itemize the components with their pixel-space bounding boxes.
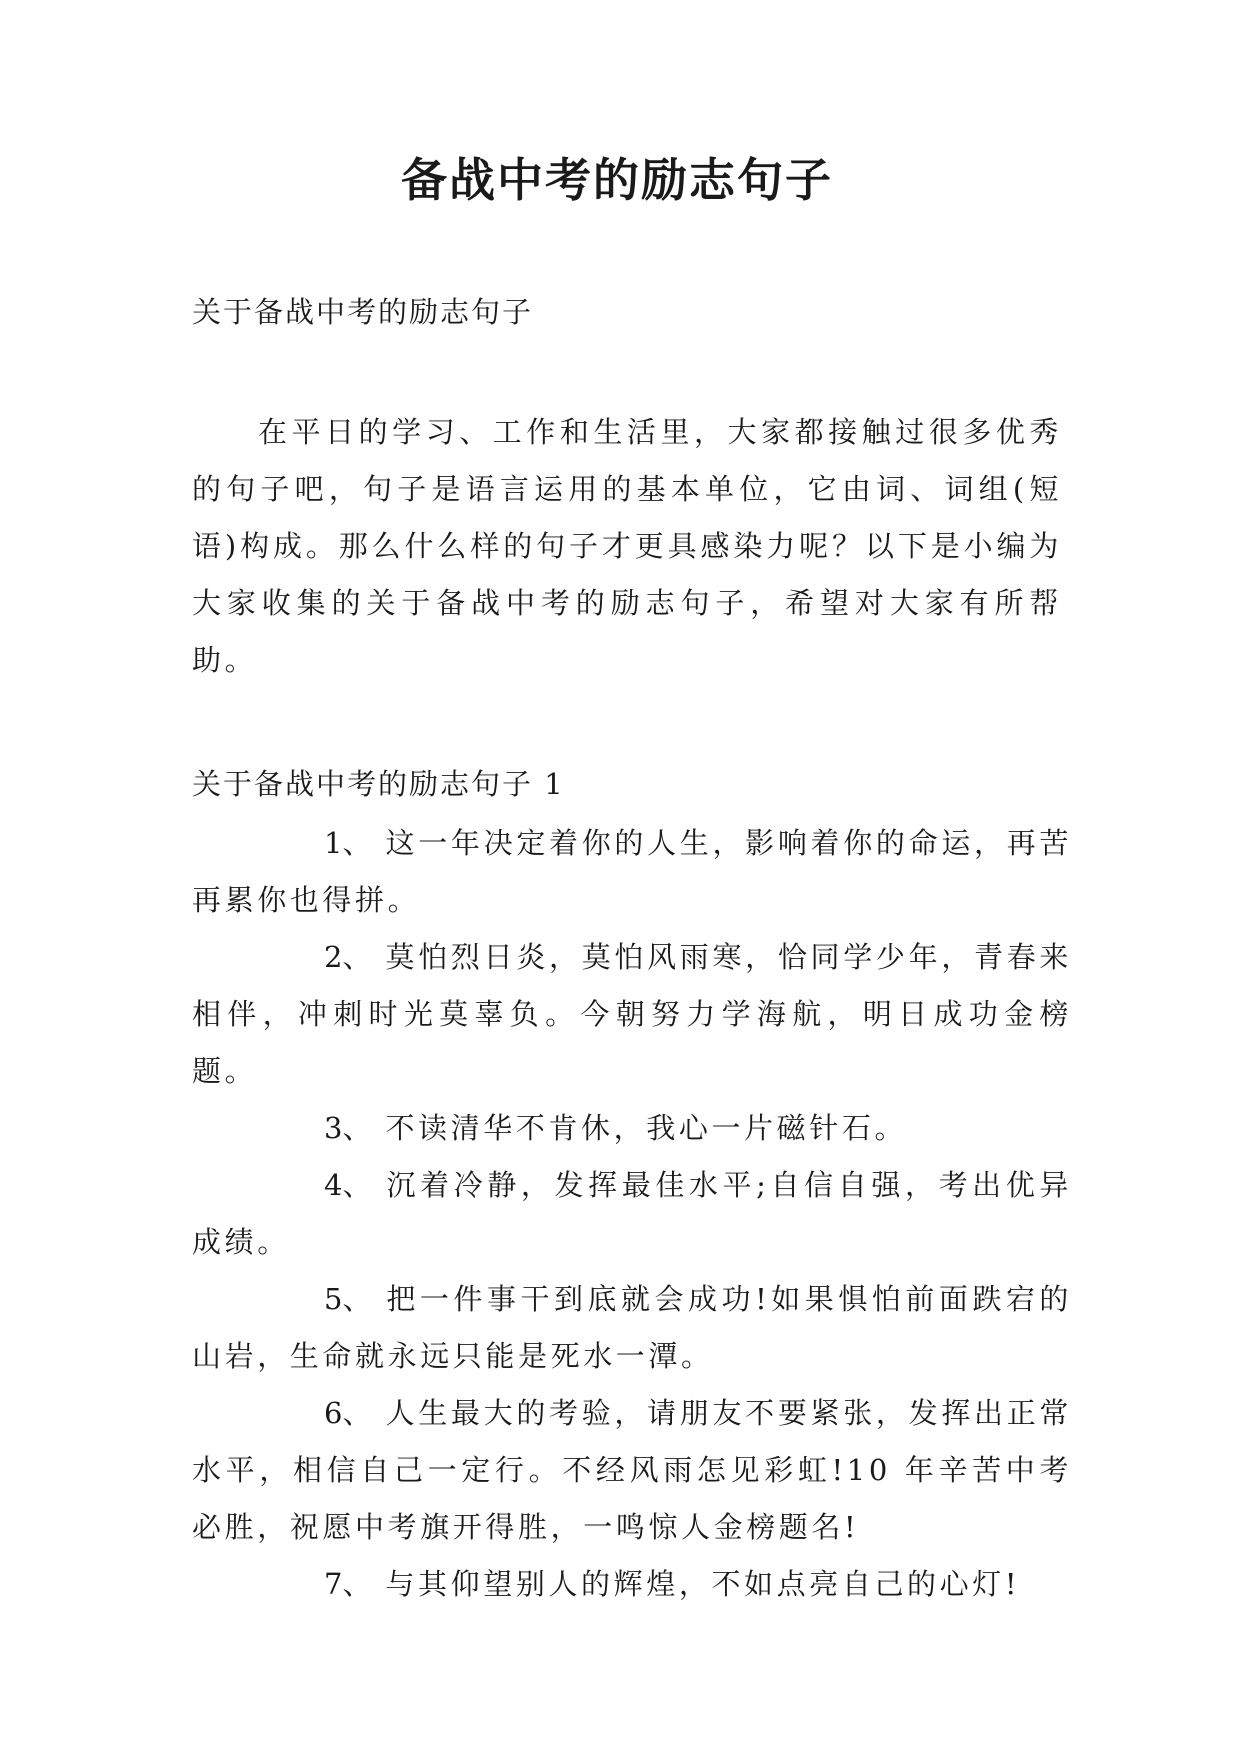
item-text: 把一件事干到底就会成功!如果惧怕前面跌宕的山岩，生命就永远只能是死水一潭。 (192, 1282, 1072, 1373)
document-subtitle: 关于备战中考的励志句子 (192, 295, 534, 329)
section-heading: 关于备战中考的励志句子 1 (192, 767, 565, 801)
item-number: 2、 (324, 940, 372, 974)
list-item (192, 1385, 1072, 1556)
list-item (192, 1100, 1072, 1157)
item-text: 不读清华不肯休，我心一片磁针石。 (385, 1111, 908, 1145)
list-item (192, 1556, 1072, 1613)
list-item (192, 815, 1072, 929)
intro-paragraph: 在平日的学习、工作和生活里，大家都接触过很多优秀的句子吧，句子是语言运用的基本单位，它由词、词组(短语)构成。那么什么样的句子才更具感染力呢？以下是小编为大家收集的关于备战中考的励志句子，希望对大家有所帮助。 (192, 415, 1062, 677)
item-number: 7、 (324, 1567, 372, 1601)
item-text: 沉着冷静，发挥最佳水平;自信自强，考出优异成绩。 (192, 1168, 1072, 1259)
list-item (192, 1157, 1072, 1271)
item-number: 3、 (324, 1111, 372, 1145)
item-text: 这一年决定着你的人生，影响着你的命运，再苦再累你也得拼。 (192, 826, 1072, 917)
quote-list (192, 815, 1072, 1613)
item-number: 4、 (324, 1168, 372, 1202)
item-text: 与其仰望别人的辉煌，不如点亮自己的心灯! (385, 1567, 1021, 1601)
item-text: 人生最大的考验，请朋友不要紧张，发挥出正常水平，相信自己一定行。不经风雨怎见彩虹!10 年辛苦中考必胜，祝愿中考旗开得胜，一鸣惊人金榜题名! (192, 1396, 1072, 1544)
item-text: 莫怕烈日炎，莫怕风雨寒，恰同学少年，青春来相伴，冲刺时光莫辜负。今朝努力学海航，明日成功金榜题。 (192, 940, 1072, 1088)
item-number: 6、 (324, 1396, 372, 1430)
item-number: 5、 (324, 1282, 372, 1316)
item-number: 1、 (324, 826, 372, 860)
list-item (192, 929, 1072, 1100)
list-item (192, 1271, 1072, 1385)
page-title: 备战中考的励志句子 (401, 153, 833, 207)
